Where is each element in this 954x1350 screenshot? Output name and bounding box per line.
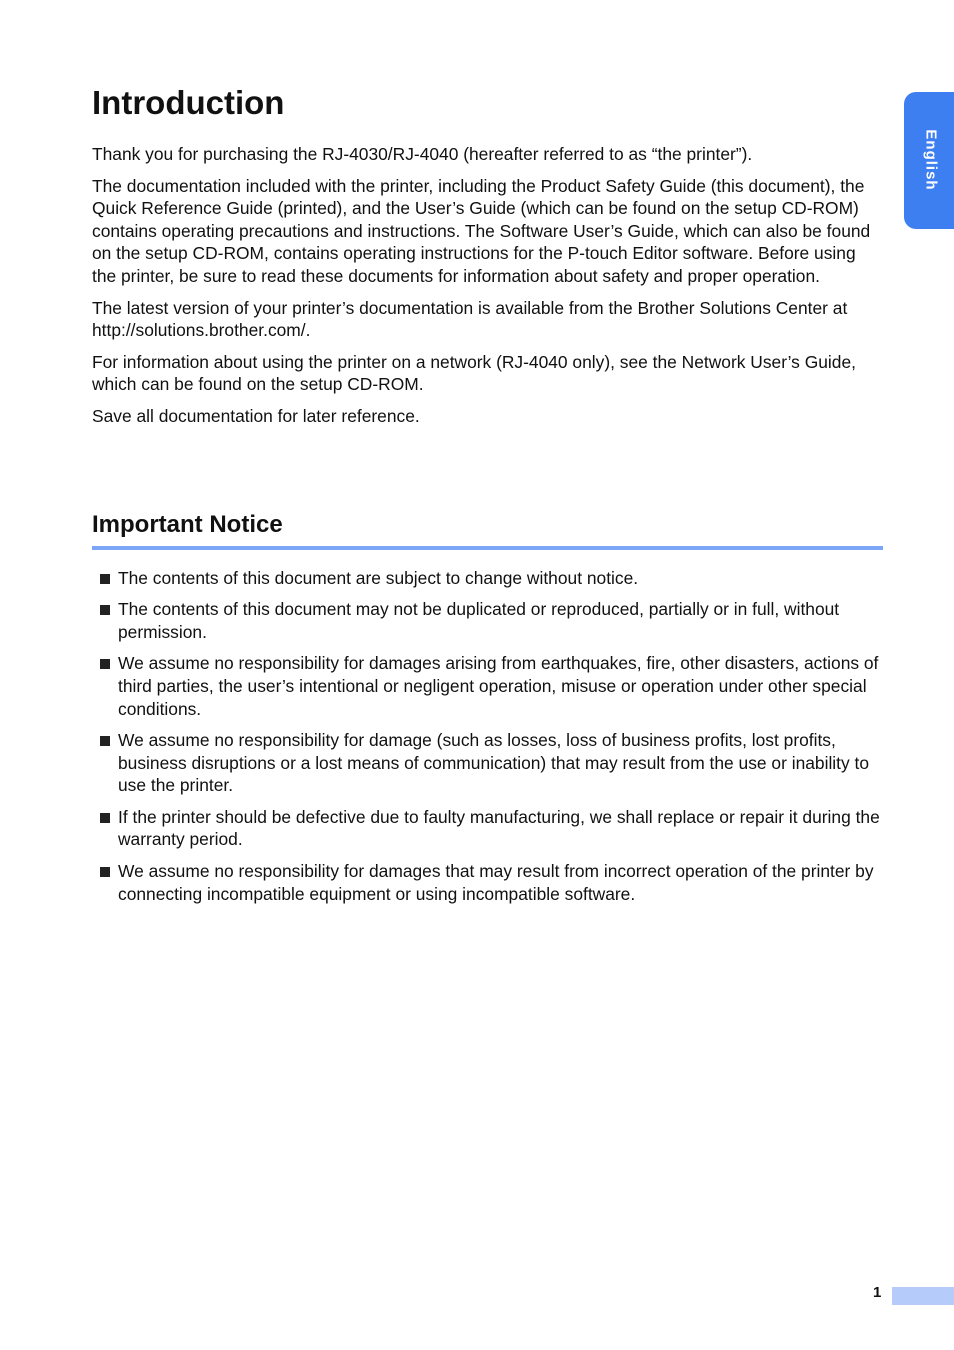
- square-bullet-icon: [100, 736, 110, 746]
- page-title: Introduction: [92, 84, 285, 121]
- notice-list: [92, 567, 883, 906]
- notice-item: [92, 652, 883, 720]
- square-bullet-icon: [100, 574, 110, 584]
- square-bullet-icon: [100, 605, 110, 615]
- notice-item: [92, 729, 883, 797]
- square-bullet-icon: [100, 813, 110, 823]
- notice-item: [92, 860, 883, 905]
- notice-item-text: The contents of this document may not be duplicated or reproduced, partially or in full, without permission.: [118, 599, 840, 642]
- document-body: [92, 80, 883, 914]
- square-bullet-icon: [100, 867, 110, 877]
- intro-section: [92, 143, 883, 428]
- notice-item-text: The contents of this document are subject to change without notice.: [118, 567, 639, 588]
- page-number: 1: [873, 1284, 882, 1301]
- important-notice-heading: Important Notice: [92, 508, 883, 550]
- notice-item-text: We assume no responsibility for damages arising from earthquakes, fire, other disasters, actions of third parties, the user’s intentional or negligent operation, misuse or operation under other special conditions.: [118, 653, 879, 719]
- notice-item: [92, 598, 883, 643]
- intro-paragraph: For information about using the printer on a network (RJ-4040 only), see the Network User’s Guide, which can be found on the setup CD-ROM.: [92, 351, 856, 395]
- intro-paragraph: Thank you for purchasing the RJ-4030/RJ-4040 (hereafter referred to as “the printer”).: [92, 144, 753, 164]
- language-tab-label: English: [922, 129, 940, 191]
- square-bullet-icon: [100, 659, 110, 669]
- notice-item: [92, 567, 883, 590]
- notice-item-text: We assume no responsibility for damage (such as losses, loss of business profits, lost profits, business disruptions or a lost means of communication) that may result from the use or inability to use the printer.: [118, 730, 870, 796]
- intro-paragraph: The documentation included with the printer, including the Product Safety Guide (this document), the Quick Reference Guide (printed), and the User’s Guide (which can be found on the setup CD-ROM) contains operating precautions and instructions. The Software User’s Guide, which can also be found on the setup CD-ROM, contains operating instructions for the P-touch Editor software. Before using the printer, be sure to read these documents for information about safety and proper operation.: [92, 175, 871, 286]
- notice-item-text: If the printer should be defective due to faulty manufacturing, we shall replace or repair it during the warranty period.: [118, 806, 880, 850]
- notice-item-text: We assume no responsibility for damages that may result from incorrect operation of the printer by connecting incompatible equipment or using incompatible software.: [118, 861, 874, 904]
- intro-paragraph: Save all documentation for later reference.: [92, 405, 420, 426]
- intro-paragraph: The latest version of your printer’s documentation is available from the Brother Solutions Center at http://solutions.brother.com/.: [92, 297, 848, 341]
- page-number-bar: [892, 1287, 954, 1305]
- notice-item: [92, 806, 883, 851]
